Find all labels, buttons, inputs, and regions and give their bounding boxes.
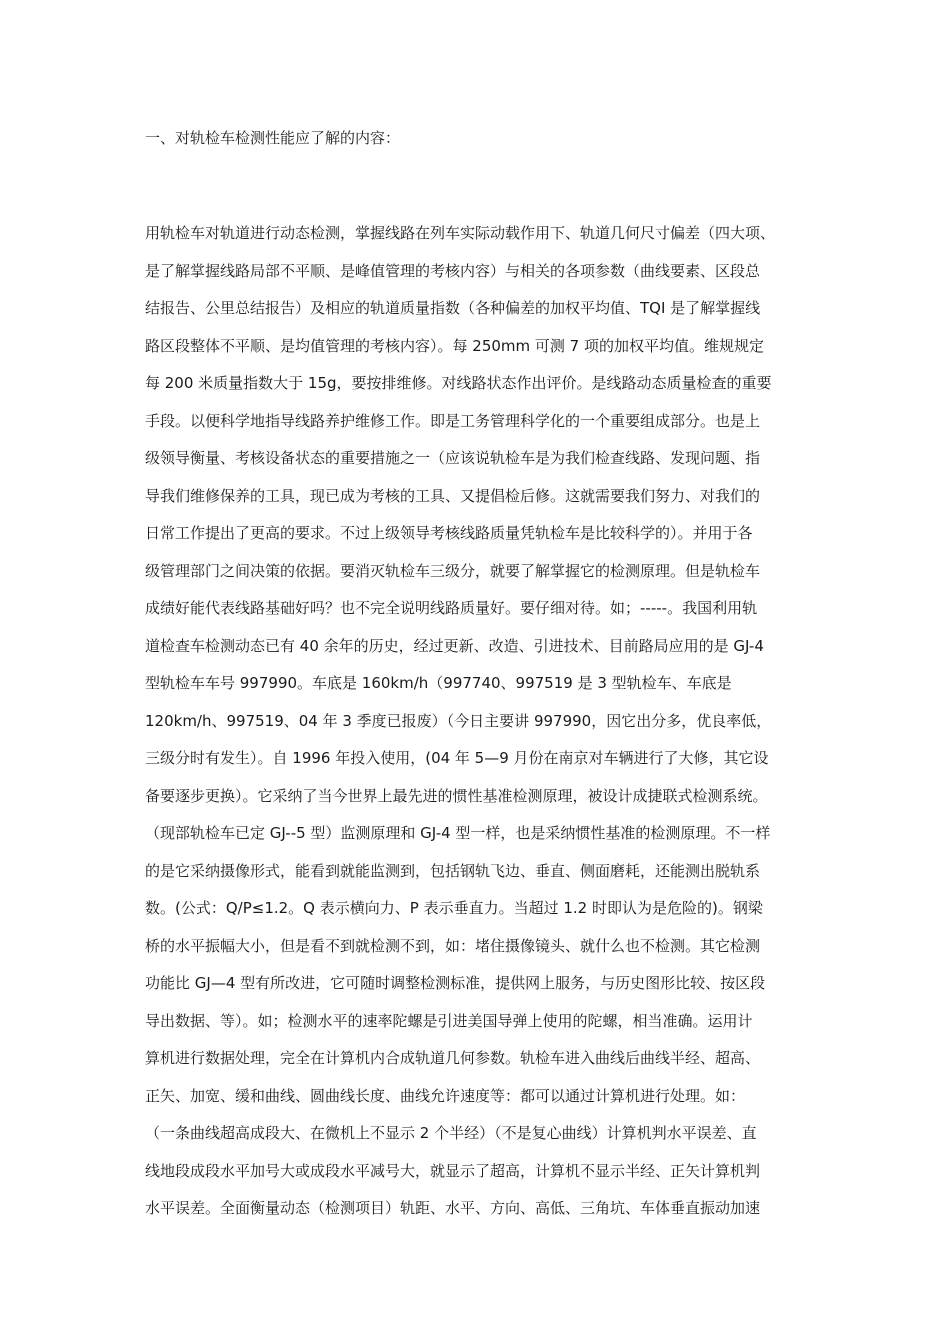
- text-line: 三级分时有发生）。自 1996 年投入使用，(04 年 5—9 月份在南京对车辆进行了大修，其它设: [145, 749, 769, 767]
- text-line: 日常工作提出了更高的要求。不过上级领导考核线路质量凭轨检车是比较科学的）。并用于各: [145, 524, 753, 542]
- text-line: 水平误差。全面衡量动态（检测项目）轨距、水平、方向、高低、三角坑、车体垂直振动加速: [145, 1199, 761, 1217]
- text-line: 的是它采纳摄像形式，能看到就能监测到，包括钢轨飞边、垂直、侧面磨耗，还能测出脱轨系: [145, 861, 761, 880]
- text-line: 是了解掌握线路局部不平顺、是峰值管理的考核内容）与相关的各项参数（曲线要素、区段总: [145, 261, 761, 280]
- text-line: 手段。以便科学地指导线路养护维修工作。即是工务管理科学化的一个重要组成部分。也是上: [145, 411, 761, 430]
- text-line: 每 200 米质量指数大于 15g，要按排维修。对线路状态作出评价。是线路动态质量检查的重要: [145, 374, 772, 392]
- text-line: 用轨检车对轨道进行动态检测，掌握线路在列车实际动载作用下、轨道几何尺寸偏差（四大项、: [145, 224, 776, 242]
- text-line: 结报告、公里总结报告）及相应的轨道质量指数（各种偏差的加权平均值、TQI 是了解掌握线: [145, 299, 761, 317]
- text-line: 功能比 GJ—4 型有所改进，它可随时调整检测标准，提供网上服务，与历史图形比较、按区段: [145, 974, 766, 992]
- text-line: 成绩好能代表线路基础好吗？也不完全说明线路质量好。要仔细对待。如；-----。我国利用轨: [145, 599, 758, 617]
- body-paragraph: [145, 220, 825, 1233]
- text-line: 桥的水平振幅大小，但是看不到就检测不到，如：堵住摄像镜头、就什么也不检测。其它检测: [145, 936, 761, 955]
- section-heading: 一、对轨检车检测性能应了解的内容：: [145, 129, 401, 147]
- text-line: 备要逐步更换）。它采纳了当今世界上最先进的惯性基准检测原理，被设计成捷联式检测系统。: [145, 786, 768, 805]
- text-line: 算机进行数据处理，完全在计算机内合成轨道几何参数。轨检车进入曲线后曲线半经、超高、: [145, 1049, 761, 1067]
- text-line: 路区段整体不平顺、是均值管理的考核内容）。每 250mm 可测 7 项的加权平均值。维规规定: [145, 336, 764, 355]
- text-line: 型轨检车车号 997990。车底是 160km/h（997740、997519 是 3 型轨检车、车底是: [145, 674, 732, 692]
- text-line: 正矢、加宽、缓和曲线、圆曲线长度、曲线允许速度等：都可以通过计算机进行处理。如：: [145, 1086, 746, 1105]
- text-line: 导出数据、等）。如；检测水平的速率陀螺是引进美国导弹上使用的陀螺，相当准确。运用计: [145, 1011, 753, 1030]
- text-line: 道检查车检测动态已有 40 余年的历史，经过更新、改造、引进技术、目前路局应用的是 GJ-4: [145, 636, 764, 655]
- text-line: 级管理部门之间决策的依据。要消灭轨检车三级分，就要了解掌握它的检测原理。但是轨检车: [145, 561, 761, 580]
- text-line: 数。(公式：Q/P≤1.2。Q 表示横向力、P 表示垂直力。当超过 1.2 时即认为是危险的)。钢梁: [145, 899, 763, 917]
- text-line: （现部轨检车已定 GJ--5 型）监测原理和 GJ-4 型一样，也是采纳惯性基准的检测原理。不一样: [145, 824, 771, 842]
- text-line: （一条曲线超高成段大、在微机上不显示 2 个半经）（不是复心曲线）计算机判水平误差、直: [145, 1124, 757, 1142]
- text-line: 线地段成段水平加号大或成段水平减号大，就显示了超高，计算机不显示半经、正矢计算机判: [145, 1161, 761, 1180]
- text-line: 导我们维修保养的工具，现已成为考核的工具、又提倡检后修。这就需要我们努力、对我们的: [145, 486, 761, 505]
- text-line: 120km/h、997519、04 年 3 季度已报废）（今日主要讲 997990，因它出分多，优良率低，: [145, 711, 772, 730]
- text-line: 级领导衡量、考核设备状态的重要措施之一（应该说轨检车是为我们检查线路、发现问题、指: [145, 449, 761, 467]
